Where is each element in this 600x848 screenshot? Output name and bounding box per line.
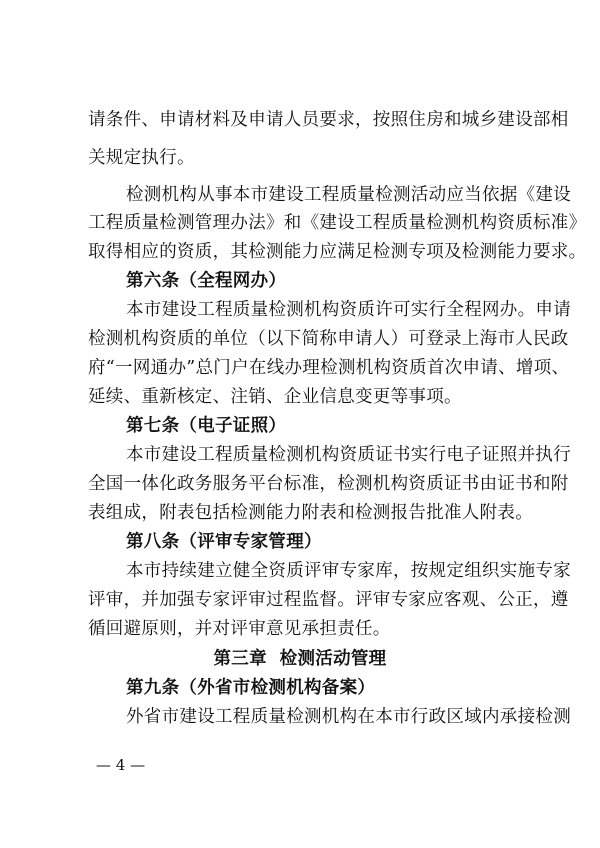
chapter-heading: 第三章 检测活动管理 — [213, 649, 387, 669]
paragraph-line: 本市持续建立健全资质评审专家库，按规定组织实施专家 — [126, 561, 571, 581]
article-heading: 第七条（电子证照） — [126, 416, 287, 436]
paragraph-line: 本市建设工程质量检测机构资质证书实行电子证照并执行 — [126, 445, 571, 465]
paragraph-line: 检测机构从事本市建设工程质量检测活动应当依据《建设 — [126, 185, 571, 205]
article-heading: 第八条（评审专家管理） — [126, 532, 322, 552]
paragraph-line: 府“一网通办”总门户在线办理检测机构资质首次申请、增项、 — [88, 358, 570, 378]
paragraph-line: 检测机构资质的单位（以下简称申请人）可登录上海市人民政 — [88, 329, 569, 349]
paragraph-line: 请条件、申请材料及申请人员要求，按照住房和城乡建设部相 — [88, 110, 569, 130]
paragraph-line: 关规定执行。 — [88, 148, 195, 168]
article-heading: 第六条（全程网办） — [126, 271, 287, 291]
paragraph-line: 循回避原则，并对评审意见承担责任。 — [88, 619, 391, 639]
article-heading: 第九条（外省市检测机构备案） — [126, 678, 376, 698]
paragraph-line: 工程质量检测管理办法》和《建设工程质量检测机构资质标准》 — [88, 213, 587, 233]
paragraph-line: 取得相应的资质，其检测能力应满足检测专项及检测能力要求。 — [88, 242, 587, 262]
page-number: — 4 — — [96, 756, 146, 774]
paragraph-line: 全国一体化政务服务平台标准，检测机构资质证书由证书和附 — [88, 474, 569, 494]
paragraph-line: 本市建设工程质量检测机构资质许可实行全程网办。申请 — [126, 300, 571, 320]
paragraph-line: 延续、重新核定、注销、企业信息变更等事项。 — [88, 387, 462, 407]
paragraph-line: 外省市建设工程质量检测机构在本市行政区域内承接检测 — [126, 707, 571, 727]
paragraph-line: 评审，并加强专家评审过程监督。评审专家应客观、公正，遵 — [88, 590, 569, 610]
paragraph-line: 表组成，附表包括检测能力附表和检测报告批准人附表。 — [88, 503, 533, 523]
